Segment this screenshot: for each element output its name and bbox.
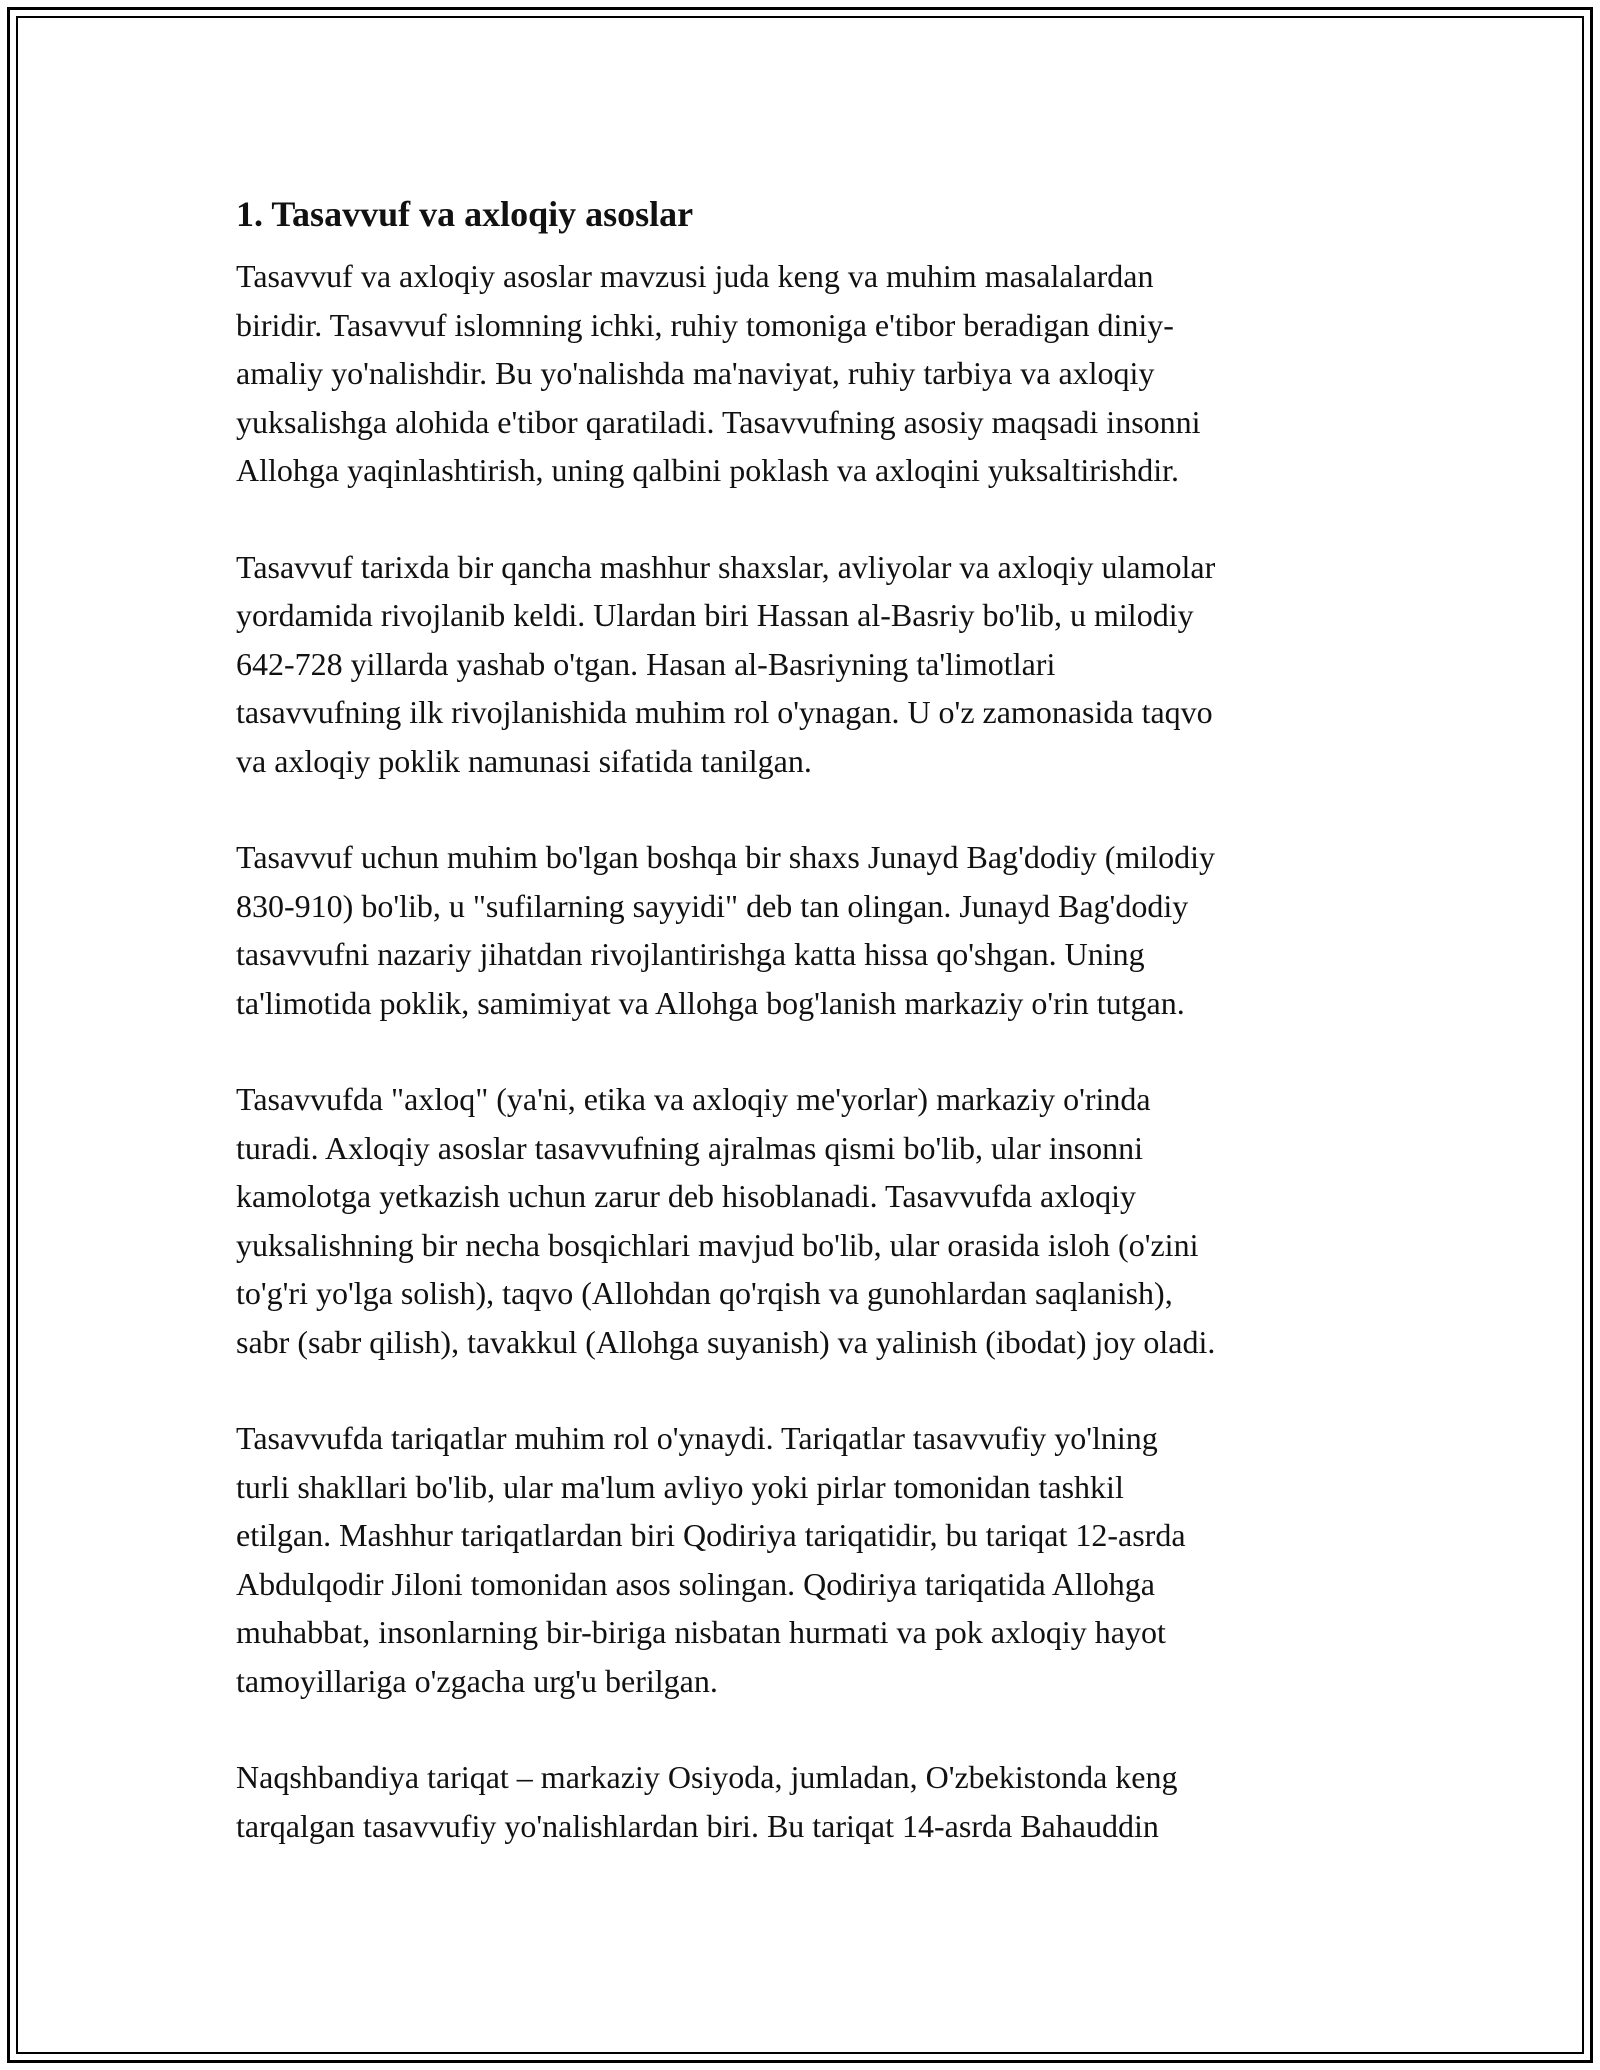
paragraph-line: tamoyillariga o'zgacha urg'u berilgan. bbox=[236, 1662, 718, 1699]
paragraph-line: kamolotga yetkazish uchun zarur deb hisoblanadi. Tasavvufda axloqiy bbox=[236, 1178, 1137, 1214]
paragraph-line: tasavvufni nazariy jihatdan rivojlantirishga katta hissa qo'shgan. Uning bbox=[236, 936, 1145, 972]
paragraph bbox=[236, 543, 1366, 786]
paragraph-line: 830-910) bo'lib, u "sufilarning sayyidi" deb tan olingan. Junayd Bag'dodiy bbox=[236, 887, 1189, 924]
paragraph-line: yuksalishga alohida e'tibor qaratiladi. Tasavvufning asosiy maqsadi insonni bbox=[236, 403, 1201, 440]
paragraph bbox=[236, 833, 1366, 1027]
paragraph bbox=[236, 252, 1366, 495]
paragraph-line: Tasavvuf va axloqiy asoslar mavzusi juda keng va muhim masalalardan bbox=[236, 258, 1154, 294]
section-heading: 1. Tasavvuf va axloqiy asoslar bbox=[236, 194, 694, 234]
paragraph bbox=[236, 1753, 1366, 1850]
paragraph-line: tarqalgan tasavvufiy yo'nalishlardan biri. Bu tariqat 14-asrda Bahauddin bbox=[236, 1807, 1159, 1844]
paragraph-line: muhabbat, insonlarning bir-biriga nisbatan hurmati va pok axloqiy hayot bbox=[236, 1614, 1166, 1650]
document-body bbox=[236, 186, 1366, 1898]
paragraph-line: yordamida rivojlanib keldi. Ulardan biri Hassan al-Basriy bo'lib, u milodiy bbox=[236, 597, 1194, 633]
paragraph bbox=[236, 1075, 1366, 1366]
paragraph-line: Tasavvufda tariqatlar muhim rol o'ynaydi. Tariqatlar tasavvufiy yo'lning bbox=[236, 1420, 1158, 1456]
paragraph-line: Abdulqodir Jiloni tomonidan asos solingan. Qodiriya tariqatida Allohga bbox=[236, 1565, 1155, 1602]
paragraph-line: Tasavvuf uchun muhim bo'lgan boshqa bir shaxs Junayd Bag'dodiy (milodiy bbox=[236, 839, 1215, 875]
paragraph-line: 642-728 yillarda yashab o'tgan. Hasan al-Basriyning ta'limotlari bbox=[236, 645, 1056, 682]
paragraph-line: va axloqiy poklik namunasi sifatida tanilgan. bbox=[236, 742, 812, 779]
paragraph bbox=[236, 1414, 1366, 1705]
paragraph-list bbox=[236, 252, 1366, 1850]
paragraph-line: turli shakllari bo'lib, ular ma'lum avliyo yoki pirlar tomonidan tashkil bbox=[236, 1468, 1124, 1505]
paragraph-line: Naqshbandiya tariqat – markaziy Osiyoda, jumladan, O'zbekistonda keng bbox=[236, 1759, 1178, 1795]
paragraph-line: etilgan. Mashhur tariqatlardan biri Qodiriya tariqatidir, bu tariqat 12-asrda bbox=[236, 1517, 1186, 1553]
paragraph-line: tasavvufning ilk rivojlanishida muhim rol o'ynagan. U o'z zamonasida taqvo bbox=[236, 694, 1213, 730]
paragraph-line: biridir. Tasavvuf islomning ichki, ruhiy tomoniga e'tibor beradigan diniy- bbox=[236, 306, 1174, 343]
paragraph-line: yuksalishning bir necha bosqichlari mavjud bo'lib, ular orasida isloh (o'zini bbox=[236, 1226, 1199, 1263]
paragraph-line: Tasavvufda "axloq" (ya'ni, etika va axloqiy me'yorlar) markaziy o'rinda bbox=[236, 1081, 1151, 1117]
paragraph-line: amaliy yo'nalishdir. Bu yo'nalishda ma'naviyat, ruhiy tarbiya va axloqiy bbox=[236, 355, 1155, 391]
paragraph-line: Tasavvuf tarixda bir qancha mashhur shaxslar, avliyolar va axloqiy ulamolar bbox=[236, 548, 1216, 585]
paragraph-line: sabr (sabr qilish), tavakkul (Allohga suyanish) va yalinish (ibodat) joy oladi. bbox=[236, 1323, 1216, 1360]
paragraph-line: ta'limotida poklik, samimiyat va Allohga bog'lanish markaziy o'rin tutgan. bbox=[236, 984, 1185, 1021]
paragraph-line: to'g'ri yo'lga solish), taqvo (Allohdan qo'rqish va gunohlardan saqlanish), bbox=[236, 1275, 1173, 1311]
paragraph-line: Allohga yaqinlashtirish, uning qalbini poklash va axloqini yuksaltirishdir. bbox=[236, 452, 1180, 488]
paragraph-line: turadi. Axloqiy asoslar tasavvufning ajralmas qismi bo'lib, ular insonni bbox=[236, 1129, 1143, 1166]
